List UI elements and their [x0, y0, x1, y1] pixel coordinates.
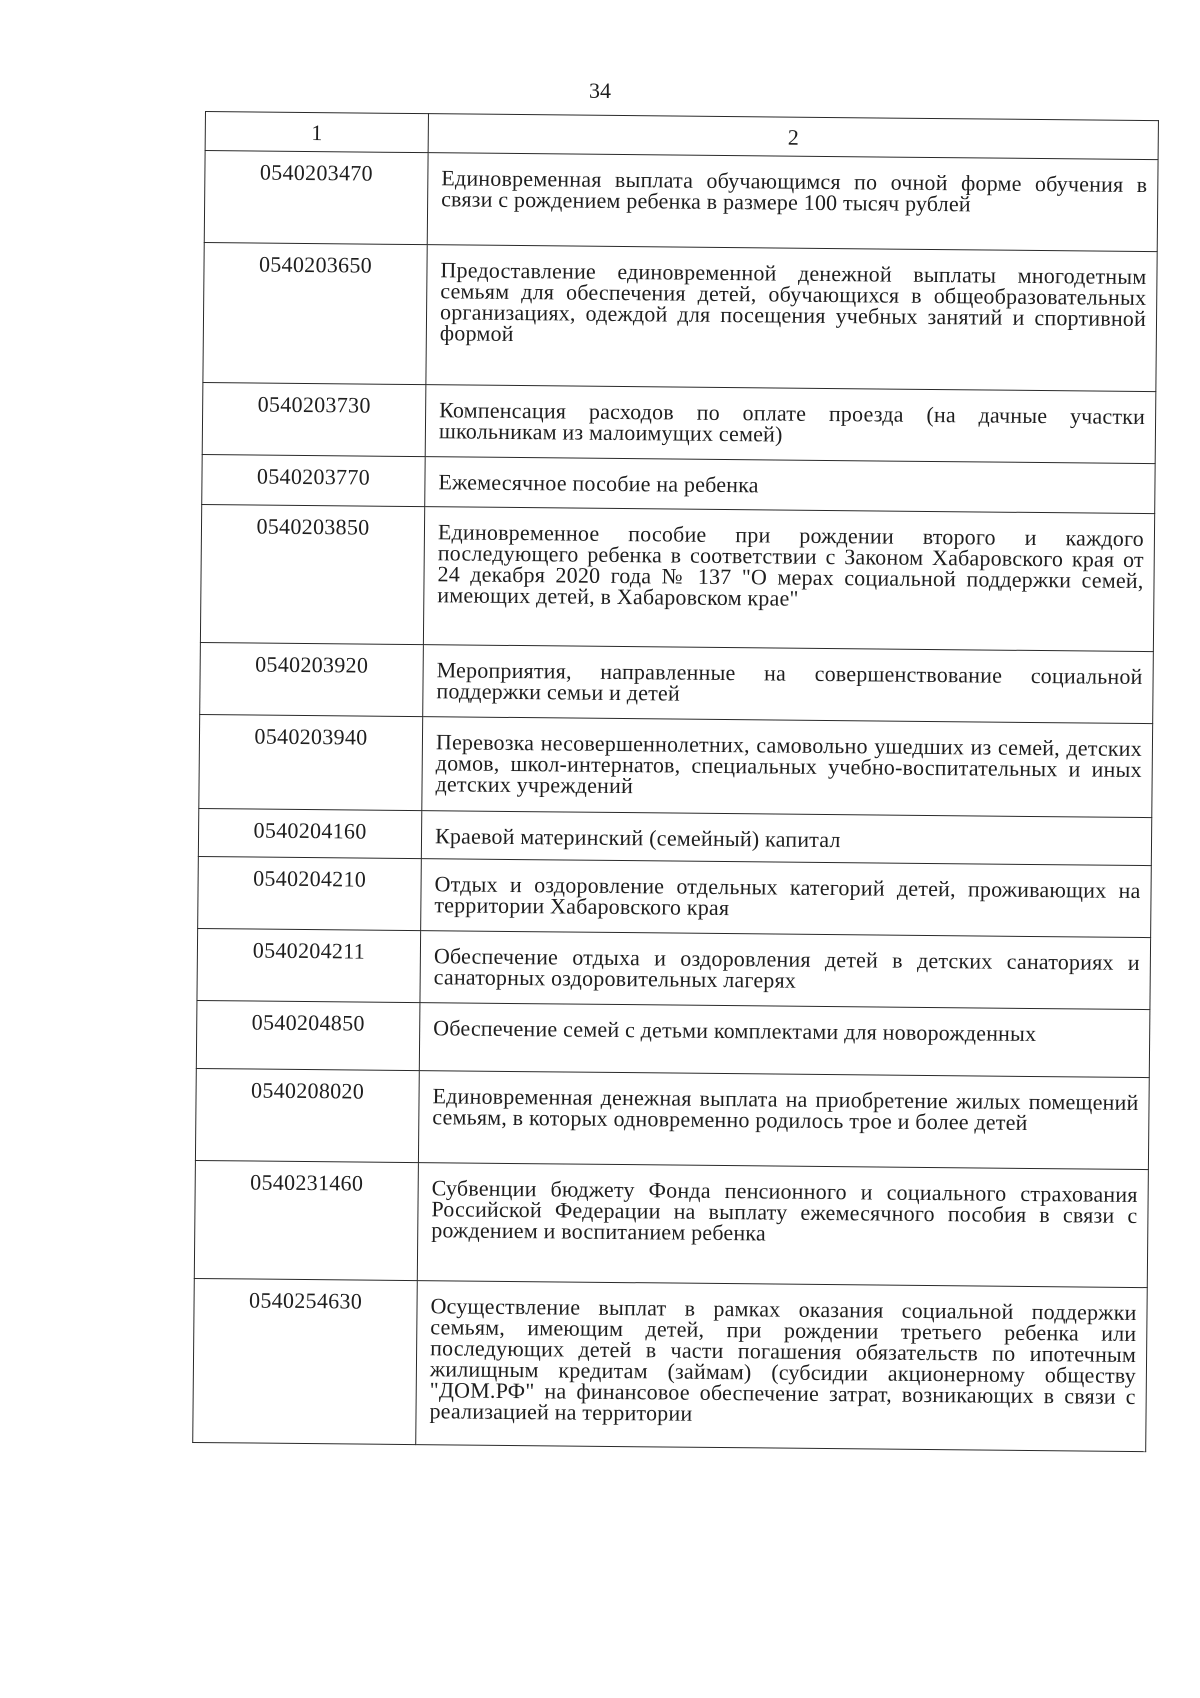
row-code: 0540203650 — [203, 242, 427, 384]
row-code: 0540203730 — [202, 382, 426, 456]
row-code: 0540203920 — [200, 642, 424, 716]
column-header-2: 2 — [428, 114, 1158, 160]
table-row — [203, 242, 1157, 391]
row-code: 0540203850 — [200, 504, 424, 644]
row-description: Субвенции бюджету Фонда пенсионного и социального страхования Российской Федерации на выплату ежемесячного пособия в связи с рождением и воспитанием ребенка — [417, 1163, 1148, 1288]
row-code: 0540254630 — [193, 1278, 418, 1444]
budget-code-table — [192, 111, 1159, 1452]
row-description: Обеспечение отдыха и оздоровления детей в детских санаториях и санаторных оздоровительных лагерях — [420, 931, 1151, 1010]
table-row — [204, 151, 1158, 252]
table-row — [202, 454, 1155, 513]
row-description: Единовременное пособие при рождении второго и каждого последующего ребенка в соответствии с Законом Хабаровского края от 24 декабря 2020 года № 137 "О мерах социальной поддержки семей, имеющих детей, в Хабаровском крае" — [423, 507, 1154, 652]
row-description: Предоставление единовременной денежной выплаты многодетным семьям для обеспечения детей, обучающихся в общеобразовательных организациях, одеждой для посещения учебных занятий и спортивной формой — [426, 245, 1157, 392]
row-code: 0540203770 — [202, 454, 425, 506]
table-row — [200, 504, 1154, 651]
row-description: Отдых и оздоровление отдельных категорий детей, проживающих на территории Хабаровского края — [421, 859, 1152, 938]
row-description: Мероприятия, направленные на совершенствование социальной поддержки семьи и детей — [423, 645, 1154, 724]
row-code: 0540203940 — [199, 714, 423, 810]
row-description: Ежемесячное пособие на ребенка — [425, 457, 1155, 514]
row-description: Компенсация расходов по оплате проезда (на дачные участки школьникам из малоимущих семей) — [425, 385, 1156, 464]
row-description: Осуществление выплат в рамках оказания социальной поддержки семьям, имеющим детей, при рождении третьего ребенка или последующих детей в части погашения обязательств по ипотечным жилищным кредитам (займам) (субсидии акционерному обществу "ДОМ.РФ" на финансовое обеспечение затрат, возникающих в связи с реализацией на территории — [416, 1281, 1148, 1452]
column-header-1: 1 — [205, 112, 428, 153]
row-description: Краевой материнский (семейный) капитал — [421, 811, 1151, 866]
table-row — [198, 856, 1152, 937]
table-row — [193, 1278, 1148, 1451]
row-code: 0540204211 — [197, 928, 421, 1002]
table-row — [194, 1160, 1148, 1287]
row-code: 0540208020 — [195, 1068, 419, 1162]
row-code: 0540203470 — [204, 151, 428, 245]
row-code: 0540204210 — [198, 856, 422, 930]
table-row — [197, 928, 1151, 1009]
row-description: Перевозка несовершеннолетних, самовольно ушедших из семей, детских домов, школ-интернатов, специальных учебно-воспитательных и иных детских учреждений — [422, 717, 1153, 818]
table-row — [196, 1000, 1150, 1077]
table-row — [202, 382, 1156, 463]
table-row — [195, 1068, 1149, 1169]
row-code: 0540231460 — [194, 1160, 418, 1280]
row-description: Единовременная денежная выплата на приобретение жилых помещений семьям, в которых одновременно родилось трое и более детей — [418, 1071, 1149, 1170]
row-code: 0540204850 — [196, 1000, 420, 1070]
page-number: 34 — [589, 78, 611, 103]
table-row — [199, 714, 1153, 817]
row-description: Обеспечение семей с детьми комплектами для новорожденных — [419, 1003, 1150, 1078]
row-code: 0540204160 — [198, 808, 421, 858]
row-description: Единовременная выплата обучающимся по очной форме обучения в связи с рождением ребенка в размере 100 тысяч рублей — [427, 153, 1158, 252]
table-row — [200, 642, 1154, 723]
